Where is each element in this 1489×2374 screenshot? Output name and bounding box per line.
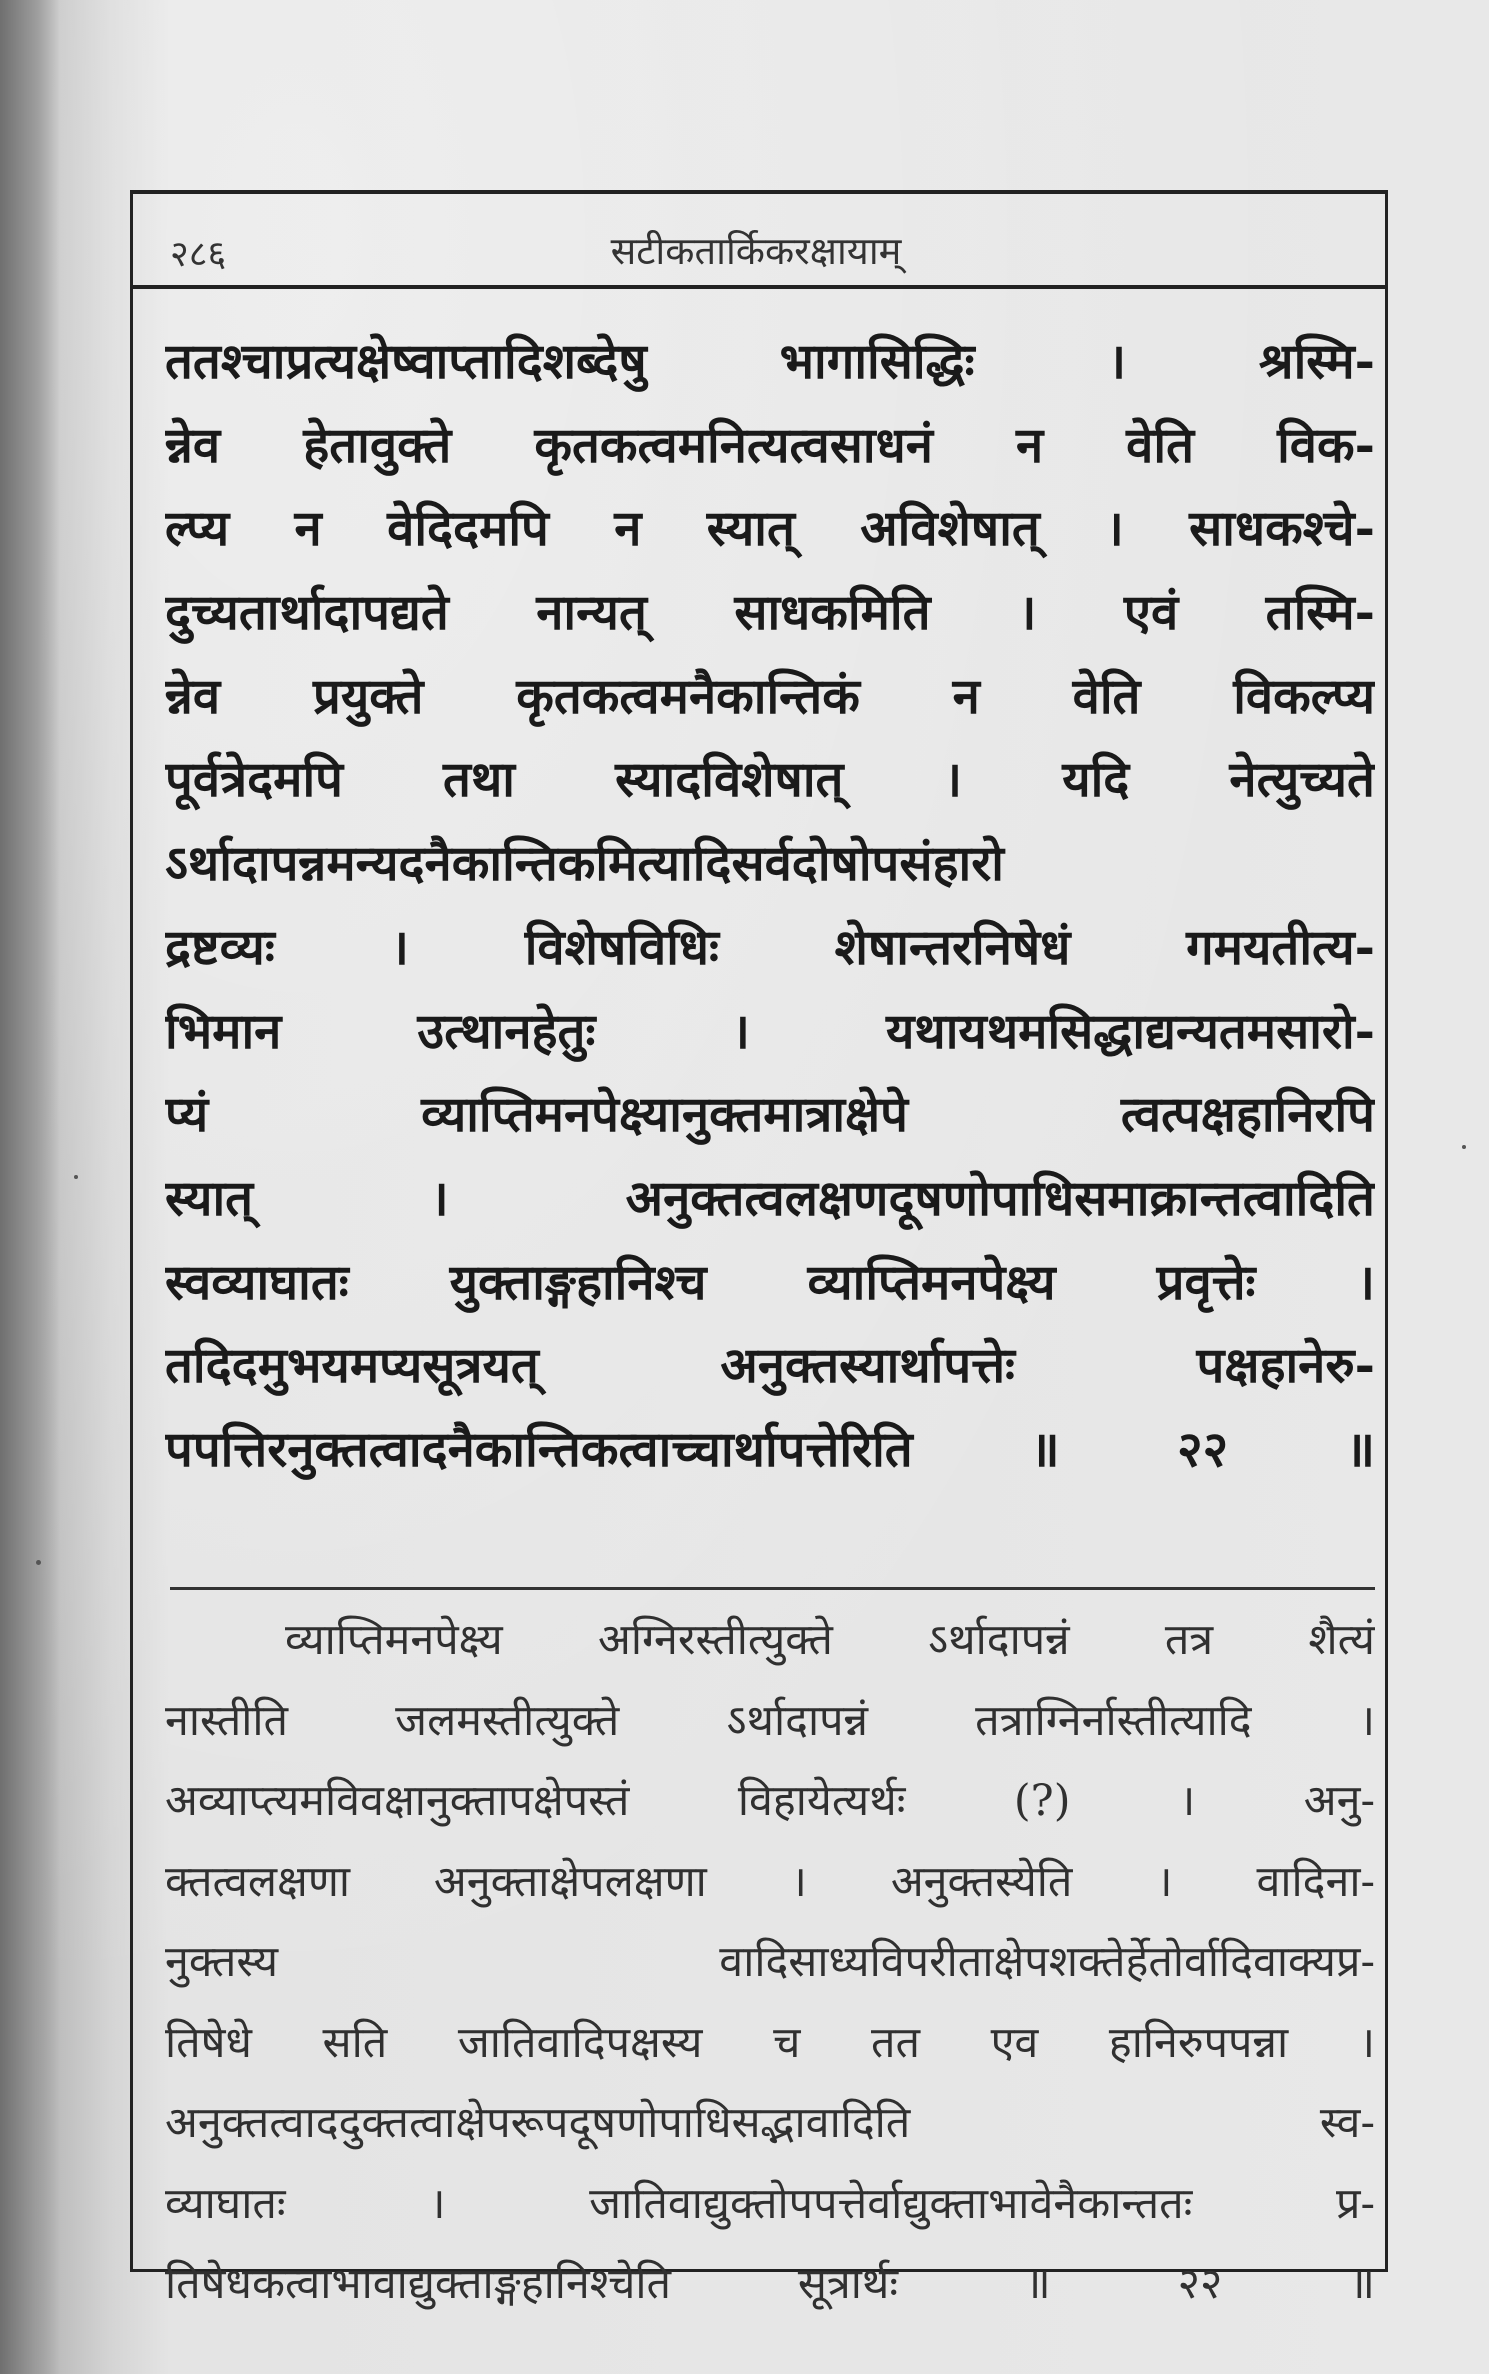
main-text-line: पपत्तिरनुक्तत्वादनैकान्तिकत्वाच्चार्थापत्तेरिति ॥ २२ ॥ [165, 1419, 1375, 1478]
main-text-line: स्यात् । अनुक्तत्वलक्षणदूषणोपाधिसमाक्रान्तत्वादिति [165, 1168, 1375, 1227]
commentary-line: तिषेधकत्वाभावाद्युक्ताङ्गहानिश्चेति सूत्रार्थः ॥ २२ ॥ [165, 2259, 1375, 2309]
print-speck [74, 1175, 78, 1179]
main-text-line: स्वव्याघातः युक्ताङ्गहानिश्च व्याप्तिमनपेक्ष्य प्रवृत्तेः । [165, 1252, 1375, 1311]
book-spine-shadow [0, 0, 60, 2374]
main-text-line: ततश्चाप्रत्यक्षेष्वाप्तादिशब्देषु भागासिद्धिः । श्रस्मि- [165, 332, 1375, 390]
commentary-line: व्याघातः । जातिवाद्युक्तोपपत्तेर्वाद्युक्ताभावेनैकान्ततः प्र- [165, 2178, 1375, 2229]
header-rule [130, 285, 1385, 289]
main-text-line: द्रष्टव्यः । विशेषविधिः शेषान्तरनिषेधं गमयतीत्य- [165, 917, 1375, 976]
print-speck [36, 1560, 41, 1565]
commentary-line: तिषेधे सति जातिवादिपक्षस्य च तत एव हानिरुपपन्ना । [165, 2017, 1375, 2068]
page-header [130, 210, 1382, 290]
main-text-block [165, 320, 1375, 1492]
commentary-line: क्तत्वलक्षणा अनुक्ताक्षेपलक्षणा । अनुक्तस्येति । वादिना- [165, 1856, 1375, 1907]
commentary-line: नास्तीति जलमस्तीत्युक्ते ऽर्थादापन्नं तत्राग्निर्नास्तीत्यादि । [165, 1695, 1375, 1746]
main-text-line: ऽर्थादापन्नमन्यदनैकान्तिकमित्यादिसर्वदोषोपसंहारो [165, 834, 1004, 893]
main-text-line: दुच्यतार्थादापद्यते नान्यत् साधकमिति । एवं तस्मि- [165, 583, 1375, 642]
commentary-separator-rule [170, 1587, 1375, 1590]
commentary-line: अनुक्तत्वाददुक्तत्वाक्षेपरूपदूषणोपाधिसद्भावादिति स्व- [165, 2098, 1375, 2148]
commentary-line: नुक्तस्य वादिसाध्यविपरीताक्षेपशक्तेर्हेतोर्वादिवाक्यप्र- [165, 1937, 1375, 1987]
main-text-line: तदिदमुभयमप्यसूत्रयत् अनुक्तस्यार्थापत्तेः पक्षहानेरु- [165, 1336, 1375, 1395]
main-text-line: भिमान उत्थानहेतुः । यथायथमसिद्धाद्यन्यतमसारो- [165, 1001, 1375, 1060]
main-text-line: पूर्वत्रेदमपि तथा स्यादविशेषात् । यदि नेत्युच्यते [165, 750, 1375, 809]
main-text-line: न्नेव प्रयुक्ते कृतकत्वमनैकान्तिकं न वेति विकल्प्य [165, 666, 1375, 725]
main-text-line: न्नेव हेतावुक्ते कृतकत्वमनित्यत्वसाधनं न वेति विक- [165, 415, 1375, 474]
main-text-line: प्यं व्याप्तिमनपेक्ष्यानुक्तमात्राक्षेपे त्वत्पक्षहानिरपि [165, 1085, 1375, 1144]
running-title: सटीकतार्किकरक्षायाम् [610, 229, 902, 273]
commentary-block [165, 1600, 1375, 2325]
print-speck [1462, 1145, 1466, 1149]
commentary-line: व्याप्तिमनपेक्ष्य अग्निरस्तीत्युक्ते ऽर्थादापन्नं तत्र शैत्यं [285, 1615, 1375, 1665]
page-number: २८६ [170, 234, 227, 275]
commentary-line: अव्याप्त्यमविवक्षानुक्तापक्षेपस्तं विहायेत्यर्थः (?) । अनु- [165, 1776, 1375, 1826]
main-text-line: ल्प्य न वेदिदमपि न स्यात् अविशेषात् । साधकश्चे- [165, 499, 1375, 558]
